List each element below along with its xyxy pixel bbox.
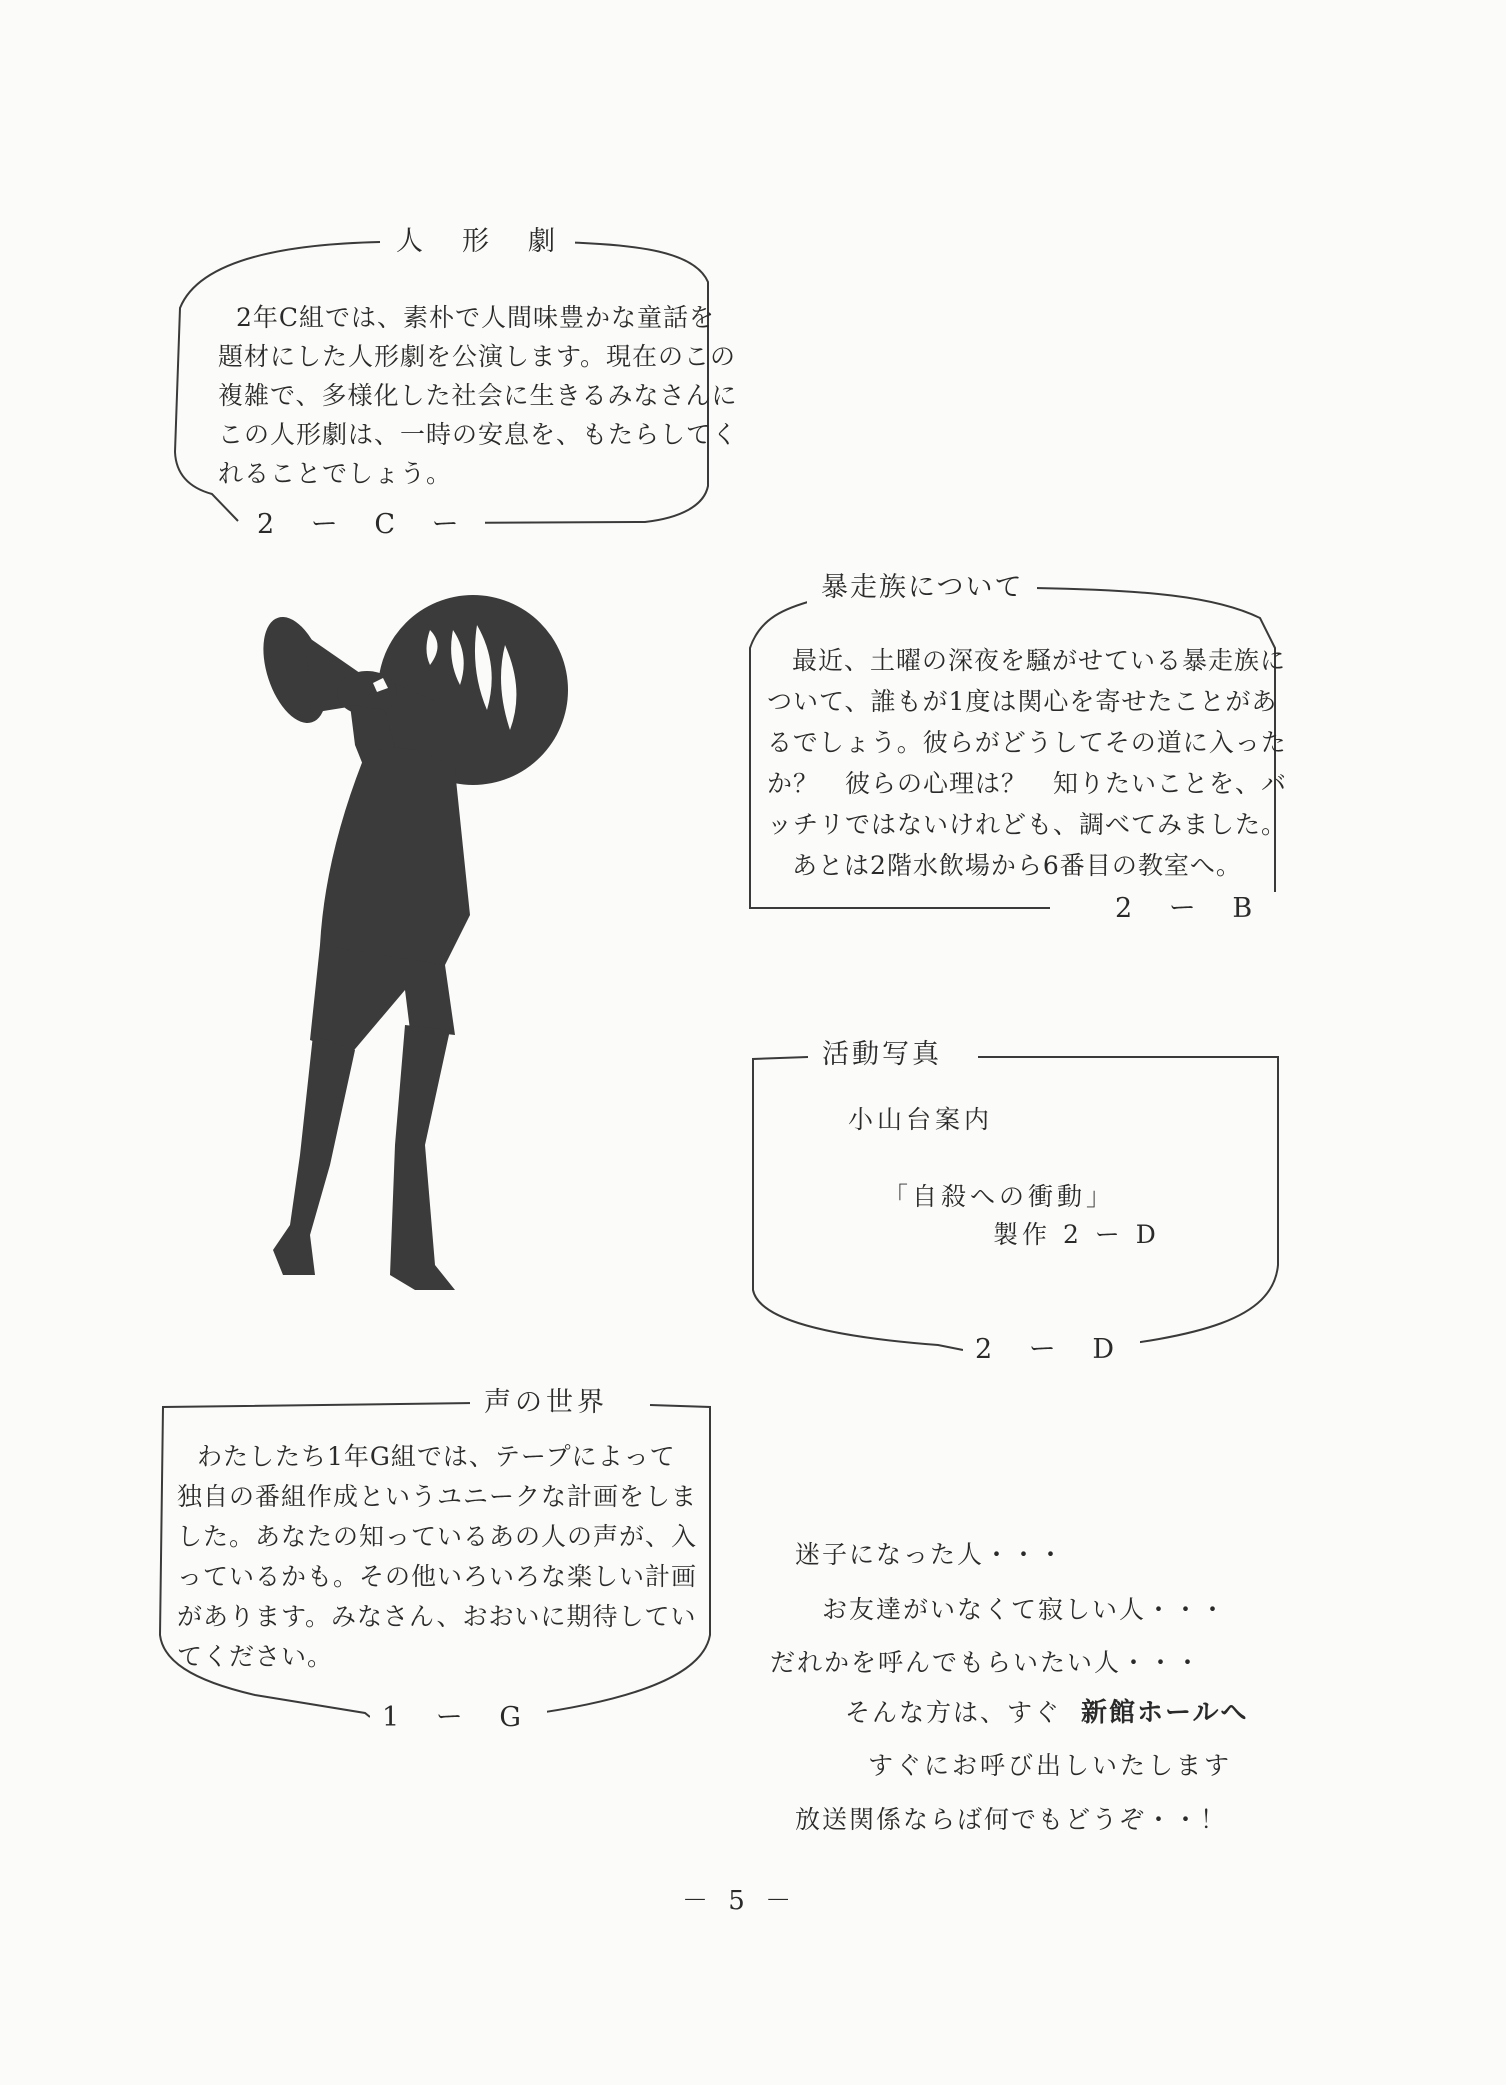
voice-title: 声の世界 xyxy=(470,1385,622,1421)
bosozoku-line: ッチリではないけれども、調べてみました。 xyxy=(767,810,1288,839)
film-producer: 製作 2 ー D xyxy=(993,1220,1160,1249)
film-subtitle: 小山台案内 xyxy=(848,1105,994,1134)
notice-line: 放送関係ならば何でもどうぞ・・！ xyxy=(795,1805,1228,1834)
film-credit: 2 ー D xyxy=(963,1333,1140,1367)
notice-line xyxy=(845,1692,1248,1729)
notice-place: 新館ホールへ xyxy=(1080,1698,1249,1728)
puppet-body xyxy=(218,298,738,493)
bosozoku-body xyxy=(767,640,1287,886)
notice-prefix: そんな方は、すぐ xyxy=(845,1698,1062,1727)
voice-line: わたしたち1年G組では、テープによって xyxy=(197,1442,676,1471)
bosozoku-line: るでしょう。彼らがどうしてその道に入った xyxy=(767,728,1287,757)
page-number: － 5 － xyxy=(682,1886,798,1916)
notice-line: だれかを呼んでもらいたい人・・・ xyxy=(770,1648,1203,1677)
film-work-title: 「自殺への衝動」 xyxy=(883,1182,1116,1211)
notice-line: 迷子になった人・・・ xyxy=(795,1540,1066,1569)
trumpet-player-silhouette-icon xyxy=(255,585,575,1330)
notice-line: すぐにお呼び出しいたします xyxy=(868,1751,1233,1780)
voice-line: っているかも。その他いろいろな楽しい計画 xyxy=(177,1562,698,1591)
puppet-title: 人 形 劇 xyxy=(382,224,575,260)
bosozoku-title: 暴走族について xyxy=(807,570,1037,606)
voice-body xyxy=(177,1437,697,1677)
bosozoku-section xyxy=(745,572,1288,924)
film-title: 活動写真 xyxy=(808,1037,956,1073)
film-section xyxy=(748,1039,1283,1365)
voice-line: 独自の番組作成というユニークな計画をしま xyxy=(177,1482,698,1511)
puppet-credit: 2 ー C ー xyxy=(245,508,485,542)
voice-line: があります。みなさん、おおいに期待してい xyxy=(177,1602,697,1631)
notice-line: お友達がいなくて寂しい人・・・ xyxy=(822,1595,1228,1624)
voice-line: てください。 xyxy=(177,1642,334,1671)
bosozoku-credit: 2 ー B xyxy=(1103,892,1278,926)
bosozoku-line: ついて、誰もが1度は関心を寄せたことがあ xyxy=(767,687,1278,716)
puppet-section xyxy=(170,226,739,540)
puppet-line: れることでしょう。 xyxy=(218,459,453,488)
voice-line: した。あなたの知っているあの人の声が、入 xyxy=(177,1522,698,1551)
puppet-line: この人形劇は、一時の安息を、もたらしてく xyxy=(218,420,739,449)
bosozoku-line: 最近、土曜の深夜を騒がせている暴走族に xyxy=(792,646,1287,675)
puppet-line: 題材にした人形劇を公演します。現在のこの xyxy=(218,342,737,371)
voice-section xyxy=(155,1385,715,1733)
puppet-line: 2年C組では、素朴で人間味豊かな童話を xyxy=(236,303,716,332)
voice-credit: 1 ー G xyxy=(370,1701,547,1735)
bosozoku-line: か？ 彼らの心理は？ 知りたいことを、バ xyxy=(767,769,1288,798)
bosozoku-line: あとは2階水飲場から6番目の教室へ。 xyxy=(792,851,1242,880)
puppet-line: 複雑で、多様化した社会に生きるみなさんに xyxy=(218,381,738,410)
